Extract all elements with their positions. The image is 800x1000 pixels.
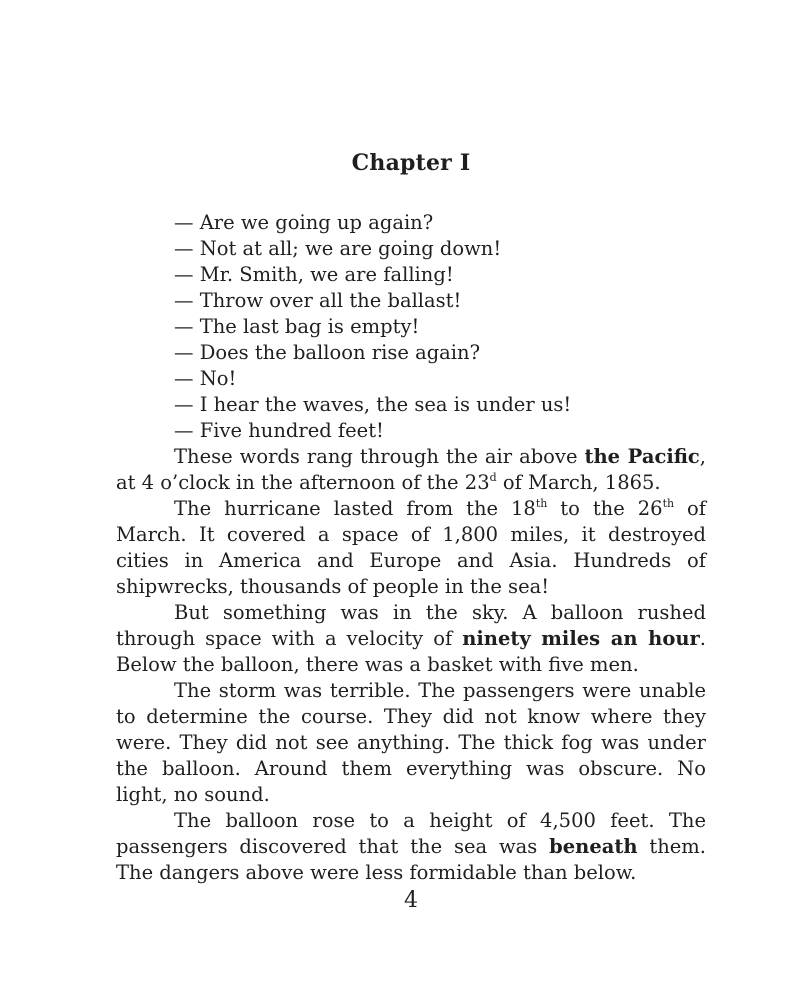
text-span: to the 26 xyxy=(547,497,663,520)
text-span: them. The dangers above were less formidable than below. xyxy=(116,835,706,884)
text-span: The balloon rose to a height of 4,500 feet. The passengers discovered that the sea was xyxy=(116,809,706,858)
text-span: . Below the balloon, there was a basket with five men. xyxy=(116,627,706,676)
text-span: of March. It covered a space of 1,800 miles, it destroyed cities in America and Europe and Asia. Hundreds of shipwrecks, thousands of people in the sea! xyxy=(116,497,706,598)
ordinal-suffix: th xyxy=(662,497,675,510)
dialogue-line: — No! xyxy=(174,367,237,390)
dialogue-line: — I hear the waves, the sea is under us! xyxy=(174,393,572,416)
dialogue-line: — Throw over all the ballast! xyxy=(174,289,462,312)
dialogue-line: — The last bag is empty! xyxy=(174,315,420,338)
ordinal-suffix: th xyxy=(535,497,548,510)
text-span: , at 4 o’clock in the afternoon of the 23 xyxy=(116,445,706,494)
text-span: of March, 1865. xyxy=(496,471,661,494)
paragraph-storm: The storm was terrible. The passengers were unable to determine the course. They did not know where they were. They did not see anything. The thick fog was under the balloon. Around them everything was obscure. No light, no sound. xyxy=(116,679,706,806)
paragraph-balloon xyxy=(116,600,706,678)
dialogue-line: — Five hundred feet! xyxy=(174,419,384,442)
dialogue-line: — Are we going up again? xyxy=(174,211,434,234)
text-span: These words rang through the air above xyxy=(174,445,585,468)
text-span: The hurricane lasted from the 18 xyxy=(174,497,536,520)
text-span: But something was in the sky. A balloon rushed through space with a velocity of xyxy=(116,601,706,650)
bold-phrase: beneath xyxy=(549,835,638,858)
chapter-body xyxy=(116,210,706,886)
paragraph-height xyxy=(116,808,706,886)
ordinal-suffix: d xyxy=(489,471,497,484)
bold-phrase: ninety miles an hour xyxy=(462,627,700,650)
paragraph-hurricane xyxy=(116,496,706,600)
dialogue-line: — Mr. Smith, we are falling! xyxy=(174,263,454,286)
chapter-title: Chapter I xyxy=(351,150,471,176)
bold-phrase: the Pacific xyxy=(584,445,700,468)
page-number: 4 xyxy=(404,888,418,913)
dialogue-line: — Does the balloon rise again? xyxy=(174,341,481,364)
paragraph-pacific xyxy=(116,444,706,496)
dialogue-line: — Not at all; we are going down! xyxy=(174,237,502,260)
